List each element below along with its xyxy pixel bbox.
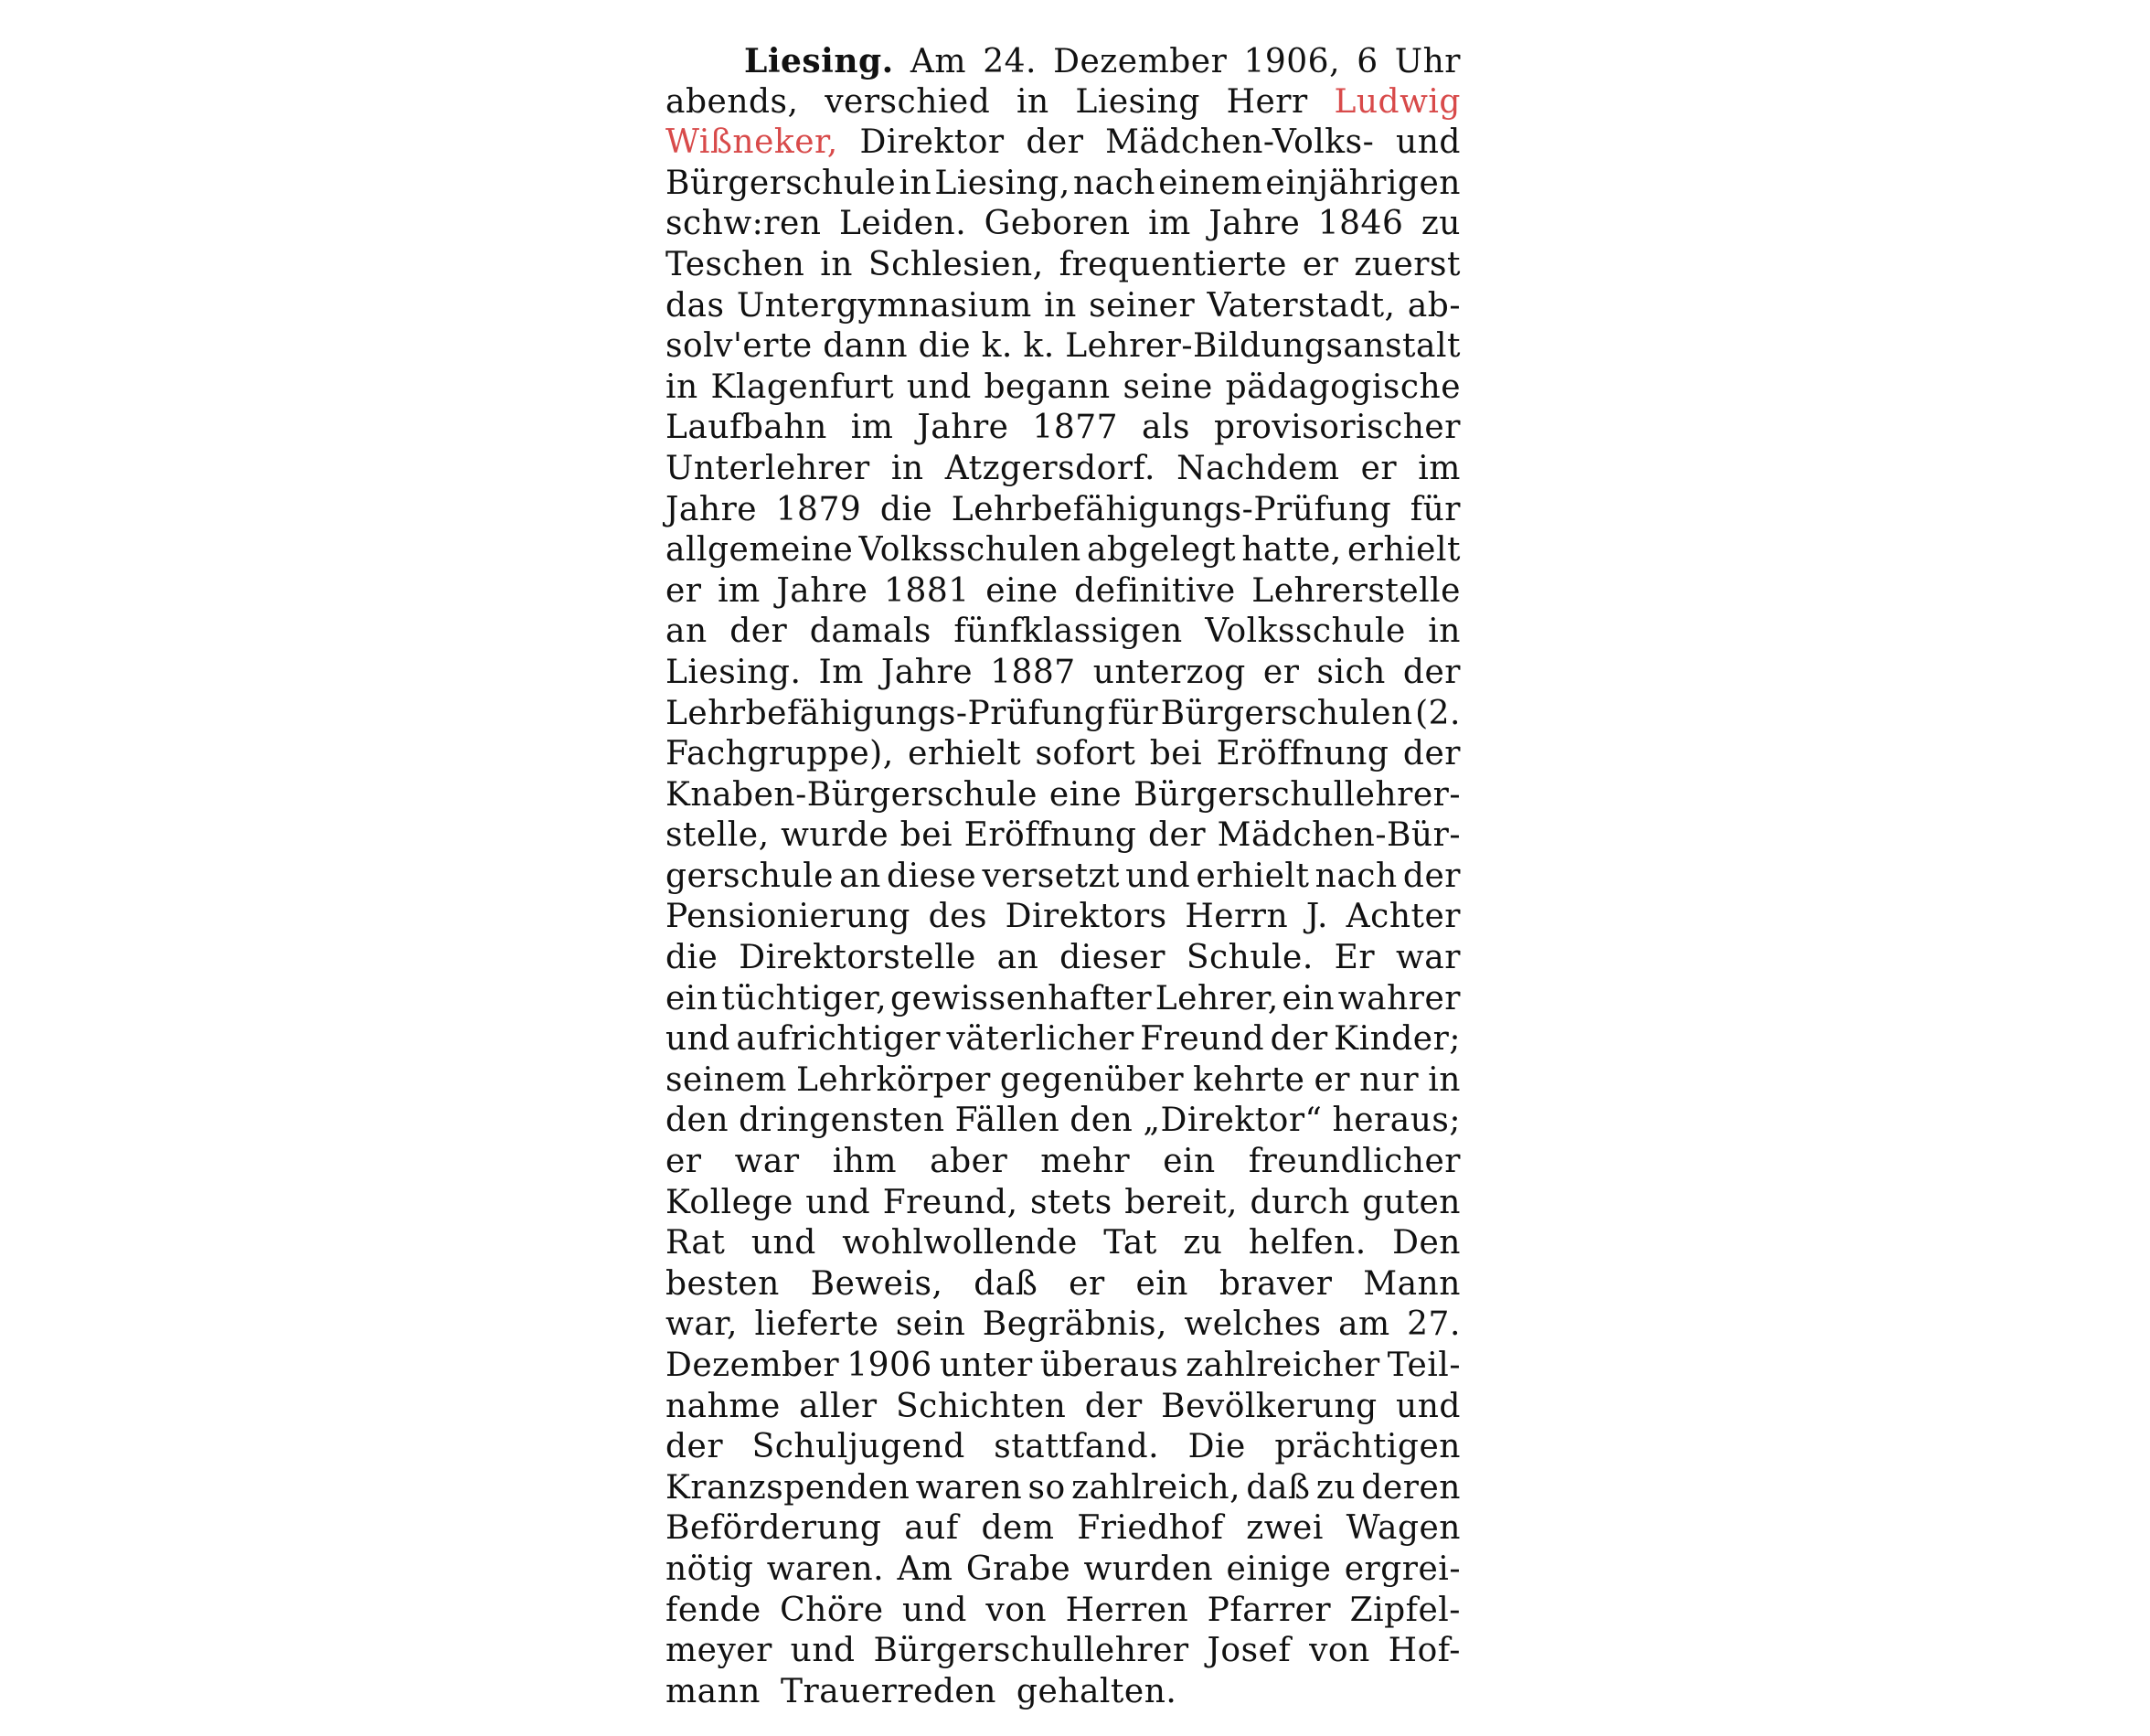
article-word: Beförderung bbox=[665, 1509, 882, 1548]
article-word: Klagenfurt bbox=[710, 367, 895, 406]
article-line bbox=[665, 1632, 1461, 1673]
article-line bbox=[665, 816, 1461, 857]
article-word: den bbox=[1070, 1102, 1134, 1140]
article-word: Mann bbox=[1363, 1264, 1461, 1303]
article-line bbox=[665, 1388, 1461, 1429]
article-word: stets bbox=[1030, 1183, 1112, 1221]
article-word: Untergymnasium bbox=[736, 286, 1032, 325]
article-word: nach bbox=[1072, 164, 1155, 202]
article-word: Lehrer, bbox=[1155, 979, 1279, 1017]
article-line bbox=[665, 327, 1461, 368]
article-word: seinem bbox=[665, 1060, 787, 1099]
article-word: freundlicher bbox=[1248, 1143, 1461, 1181]
article-word: in bbox=[665, 367, 698, 406]
article-word: im bbox=[1418, 449, 1461, 487]
article-word: Die bbox=[1187, 1428, 1246, 1466]
article-line bbox=[665, 123, 1461, 165]
article-word: an bbox=[665, 612, 708, 651]
article-word: Direktors bbox=[1005, 898, 1167, 936]
article-word: ein bbox=[1282, 979, 1336, 1017]
article-word: fende bbox=[665, 1591, 761, 1629]
article-word: kehrte bbox=[1193, 1060, 1305, 1099]
article-word: dem bbox=[981, 1509, 1055, 1548]
article-word: Laufbahn bbox=[665, 409, 827, 447]
article-word: Nachdem bbox=[1176, 449, 1340, 487]
article-line bbox=[665, 1020, 1461, 1061]
article-word: der bbox=[1270, 1020, 1328, 1059]
article-word: Jahre bbox=[665, 490, 758, 528]
article-word: Kollege bbox=[665, 1183, 793, 1221]
article-word: Er bbox=[1334, 939, 1376, 977]
article-word: für bbox=[1410, 490, 1461, 528]
article-word: Liesing, bbox=[934, 164, 1070, 202]
highlighted-name-word: Wißneker, bbox=[665, 123, 838, 162]
article-word: sein bbox=[895, 1305, 966, 1344]
article-word: Knaben-Bürgerschule bbox=[665, 775, 1038, 814]
article-word: allgemeine bbox=[665, 531, 854, 570]
article-word: hatte, bbox=[1241, 531, 1342, 570]
article-word: ab- bbox=[1407, 286, 1461, 325]
article-word: stattfand. bbox=[994, 1428, 1160, 1466]
article-word: der bbox=[1026, 123, 1084, 162]
article-word: erhielt bbox=[908, 735, 1022, 773]
article-word: die bbox=[918, 327, 972, 366]
article-word: unter bbox=[939, 1347, 1033, 1384]
article-word: Schuljugend bbox=[751, 1428, 965, 1466]
article-word: abgelegt bbox=[1086, 531, 1237, 570]
article-line bbox=[665, 1102, 1461, 1143]
article-word: fünfklassigen bbox=[953, 612, 1183, 651]
article-word: solv'erte bbox=[665, 327, 813, 366]
article-word: der bbox=[1084, 1387, 1143, 1425]
article-word: er bbox=[1069, 1264, 1105, 1303]
article-column bbox=[665, 42, 1461, 1713]
article-word: Schichten bbox=[896, 1387, 1067, 1425]
article-word: den bbox=[665, 1102, 729, 1140]
article-word: Zipfel- bbox=[1349, 1591, 1461, 1629]
article-line bbox=[665, 1428, 1461, 1469]
article-word: Eröffnung bbox=[963, 816, 1137, 855]
article-line bbox=[665, 491, 1461, 532]
article-word: wurden bbox=[1083, 1550, 1214, 1588]
article-word: einige bbox=[1226, 1550, 1332, 1588]
article-word: am bbox=[1338, 1305, 1390, 1344]
article-word: Rat bbox=[665, 1224, 726, 1262]
article-word: der bbox=[1402, 735, 1461, 773]
article-word: waren bbox=[915, 1468, 1023, 1507]
article-word: dieser bbox=[1059, 939, 1166, 977]
article-word: der bbox=[665, 1428, 724, 1466]
article-word: Fachgruppe), bbox=[665, 735, 894, 773]
article-word: Teil- bbox=[1387, 1347, 1461, 1384]
article-word: k. bbox=[1023, 327, 1055, 366]
article-word: einjährigen bbox=[1265, 164, 1461, 202]
article-word: dringensten bbox=[739, 1102, 945, 1140]
article-word: Dezember bbox=[665, 1347, 840, 1384]
article-word: aber bbox=[930, 1143, 1008, 1181]
article-word: verschied bbox=[825, 82, 991, 121]
article-word: diese bbox=[887, 857, 977, 895]
article-word: Unterlehrer bbox=[665, 449, 870, 487]
article-line bbox=[665, 1347, 1461, 1388]
article-word: der bbox=[729, 612, 788, 651]
article-word: gewissenhafter bbox=[889, 979, 1153, 1017]
article-word: 1881 bbox=[884, 571, 970, 610]
article-word: einem bbox=[1158, 164, 1263, 202]
article-word: Friedhof bbox=[1077, 1509, 1224, 1548]
article-word: prächtigen bbox=[1274, 1428, 1461, 1466]
article-word: erhielt bbox=[1196, 857, 1310, 895]
article-word: in bbox=[1428, 1060, 1461, 1099]
article-word: in bbox=[1016, 82, 1049, 121]
article-word: väterlicher bbox=[946, 1020, 1134, 1059]
article-word: war, bbox=[665, 1305, 738, 1344]
article-word: Lehrerstelle bbox=[1251, 571, 1461, 610]
article-word: provisorischer bbox=[1213, 409, 1461, 447]
article-line bbox=[665, 246, 1461, 287]
article-word: 1846 bbox=[1317, 205, 1404, 243]
article-word: Bevölkerung bbox=[1161, 1387, 1378, 1425]
article-line bbox=[665, 735, 1461, 776]
article-word: wahrer bbox=[1337, 979, 1461, 1017]
article-word: waren. bbox=[766, 1550, 885, 1588]
article-word: Trauerreden bbox=[780, 1672, 996, 1710]
article-word: er bbox=[665, 1143, 702, 1181]
article-word: versetzt bbox=[982, 857, 1120, 895]
article-word: nach bbox=[1314, 857, 1398, 895]
article-word: Leiden. bbox=[838, 205, 967, 243]
article-word: Den bbox=[1392, 1224, 1461, 1262]
article-word: Pfarrer bbox=[1207, 1591, 1332, 1629]
article-word: von bbox=[985, 1591, 1048, 1629]
article-word: Chöre bbox=[780, 1591, 884, 1629]
article-line bbox=[665, 695, 1461, 736]
article-word: er bbox=[1302, 245, 1339, 283]
article-word: Mädchen-Volks- bbox=[1105, 123, 1375, 162]
article-word: gerschule bbox=[665, 857, 834, 895]
article-word: Josef bbox=[1207, 1632, 1292, 1670]
article-word: Kinder; bbox=[1334, 1020, 1461, 1059]
article-word: braver bbox=[1219, 1264, 1333, 1303]
article-line bbox=[665, 939, 1461, 980]
article-word: Jahre bbox=[1208, 205, 1301, 243]
article-word: und bbox=[1125, 857, 1191, 895]
article-word: die bbox=[879, 490, 933, 528]
article-word: eine bbox=[985, 571, 1059, 610]
article-word: und bbox=[750, 1224, 816, 1262]
article-word: Liesing. bbox=[665, 653, 802, 691]
article-word: Vaterstadt, bbox=[1207, 286, 1396, 325]
article-word: tüchtiger, bbox=[721, 979, 888, 1017]
article-word: zu bbox=[1183, 1224, 1223, 1262]
article-word: Hof- bbox=[1388, 1632, 1461, 1670]
article-word: Lehrer-Bildungsanstalt bbox=[1065, 327, 1461, 366]
article-word: so bbox=[1027, 1468, 1066, 1507]
highlighted-name-word: Ludwig bbox=[1334, 82, 1461, 121]
article-word: Fällen bbox=[954, 1102, 1060, 1140]
article-word: 27. bbox=[1407, 1305, 1461, 1344]
article-line bbox=[665, 1265, 1461, 1306]
article-word: die bbox=[665, 939, 718, 977]
article-word: Am bbox=[910, 43, 967, 80]
article-word: bei bbox=[899, 816, 953, 855]
article-line bbox=[665, 1305, 1461, 1347]
article-word: 1887 bbox=[990, 653, 1076, 691]
article-word: Liesing bbox=[1075, 82, 1200, 121]
article-line bbox=[665, 1143, 1461, 1184]
article-line bbox=[665, 1469, 1461, 1510]
article-word: schw:ren bbox=[665, 205, 822, 243]
article-word: helfen. bbox=[1248, 1224, 1367, 1262]
article-word: war bbox=[1395, 939, 1461, 977]
article-word: Jahre bbox=[776, 571, 868, 610]
article-line bbox=[665, 857, 1461, 899]
article-word: Atzgersdorf. bbox=[944, 449, 1155, 487]
article-word: Schule. bbox=[1186, 939, 1314, 977]
article-word: Lehrbefähigungs-Prüfung bbox=[665, 694, 1106, 732]
article-line bbox=[665, 368, 1461, 410]
article-word: Bürgerschullehrer- bbox=[1134, 775, 1461, 814]
article-word: heraus; bbox=[1332, 1102, 1461, 1140]
article-word: und bbox=[665, 1020, 730, 1059]
article-word: eine bbox=[1048, 775, 1123, 814]
article-word: Tat bbox=[1103, 1224, 1157, 1262]
article-word: definitive bbox=[1074, 571, 1236, 610]
article-word: Schlesien, bbox=[867, 245, 1044, 283]
article-word: J. bbox=[1305, 898, 1328, 936]
article-word: „Direktor“ bbox=[1143, 1102, 1323, 1140]
article-word: zuerst bbox=[1354, 245, 1461, 283]
article-word: und bbox=[790, 1632, 856, 1670]
article-word: Volksschulen bbox=[858, 531, 1081, 570]
article-word: Kranzspenden bbox=[665, 1468, 910, 1507]
article-word: frequentierte bbox=[1059, 245, 1287, 283]
article-word: als bbox=[1142, 409, 1190, 447]
article-line bbox=[665, 1224, 1461, 1265]
article-word: er bbox=[1262, 653, 1300, 691]
article-word: 1906 bbox=[846, 1347, 932, 1384]
article-word: der bbox=[1402, 653, 1461, 691]
article-word: mann bbox=[665, 1672, 761, 1710]
article-word: für bbox=[1107, 694, 1159, 732]
article-word: Lehrkörper bbox=[795, 1060, 991, 1099]
article-word: Bürgerschullehrer bbox=[873, 1632, 1189, 1670]
article-line bbox=[665, 287, 1461, 328]
article-word: 1879 bbox=[775, 490, 862, 528]
article-word: deren bbox=[1361, 1468, 1461, 1507]
article-word: gehalten. bbox=[1016, 1672, 1177, 1710]
article-word: im bbox=[718, 571, 761, 610]
article-word: Mädchen-Bür- bbox=[1217, 816, 1461, 855]
article-word: Dezember bbox=[1053, 43, 1228, 80]
article-word: war bbox=[734, 1143, 800, 1181]
article-word: 1906, bbox=[1243, 43, 1341, 80]
article-word: in bbox=[890, 449, 924, 487]
article-line bbox=[665, 654, 1461, 695]
article-word: nur bbox=[1359, 1060, 1420, 1099]
article-word: an bbox=[996, 939, 1039, 977]
article-line bbox=[665, 776, 1461, 817]
article-word: und bbox=[902, 1591, 967, 1629]
article-word: wurde bbox=[781, 816, 889, 855]
article-word: Beweis, bbox=[810, 1264, 943, 1303]
article-word: in bbox=[820, 245, 853, 283]
article-word: Begräbnis, bbox=[982, 1305, 1167, 1344]
article-word: das bbox=[665, 286, 725, 325]
article-word: 1877 bbox=[1032, 409, 1119, 447]
article-line bbox=[665, 1061, 1461, 1102]
article-word: Herrn bbox=[1185, 898, 1289, 936]
article-word: zahlreicher bbox=[1186, 1347, 1380, 1384]
article-word: zahlreich, bbox=[1071, 1468, 1241, 1507]
article-line bbox=[665, 898, 1461, 939]
article-word: er bbox=[1360, 449, 1398, 487]
article-line bbox=[665, 450, 1461, 491]
article-line bbox=[665, 1592, 1461, 1633]
article-line bbox=[665, 572, 1461, 613]
article-word: Direktor bbox=[859, 123, 1005, 162]
article-word: Freund bbox=[1140, 1020, 1265, 1059]
article-word: stelle, bbox=[665, 816, 770, 855]
article-word: an bbox=[839, 857, 881, 895]
article-line bbox=[665, 409, 1461, 450]
article-word: wohlwollende bbox=[842, 1224, 1078, 1262]
article-line bbox=[665, 42, 1461, 83]
article-word: ein bbox=[1135, 1264, 1188, 1303]
article-word: er bbox=[665, 571, 702, 610]
article-word: meyer bbox=[665, 1632, 772, 1670]
article-word: besten bbox=[665, 1264, 780, 1303]
article-word: nahme bbox=[665, 1387, 781, 1425]
article-word: k. bbox=[981, 327, 1013, 366]
article-word: begann bbox=[984, 367, 1111, 406]
article-word: von bbox=[1309, 1632, 1370, 1670]
article-word: 24. bbox=[983, 43, 1037, 80]
article-word: der bbox=[1148, 816, 1207, 855]
article-word: damals bbox=[809, 612, 931, 651]
article-word: auf bbox=[904, 1509, 959, 1548]
article-line bbox=[665, 612, 1461, 654]
article-word: und bbox=[906, 367, 972, 406]
article-word: pädagogische bbox=[1225, 367, 1461, 406]
article-word: erhielt bbox=[1346, 531, 1461, 570]
article-word: nötig bbox=[665, 1550, 754, 1588]
article-word: abends, bbox=[665, 82, 799, 121]
article-word: sich bbox=[1316, 653, 1386, 691]
article-word: und bbox=[1396, 1387, 1461, 1425]
article-word: Volksschule bbox=[1205, 612, 1406, 651]
article-word: in bbox=[899, 164, 932, 202]
article-word: zu bbox=[1421, 205, 1461, 243]
article-word: gegenüber bbox=[999, 1060, 1185, 1099]
article-word: Lehrbefähigungs-Prüfung bbox=[951, 490, 1392, 528]
article-word: aller bbox=[799, 1387, 878, 1425]
article-word: Herr bbox=[1226, 82, 1308, 121]
article-line bbox=[665, 531, 1461, 572]
article-word: Im bbox=[818, 653, 864, 691]
article-word: dann bbox=[823, 327, 909, 366]
article-word: der bbox=[1402, 857, 1461, 895]
article-word: Wagen bbox=[1346, 1509, 1461, 1548]
article-word: bei bbox=[1149, 735, 1203, 773]
article-word: Freund, bbox=[882, 1183, 1018, 1221]
article-line bbox=[665, 83, 1461, 124]
article-word: und bbox=[805, 1183, 871, 1221]
article-word: Am bbox=[897, 1550, 953, 1588]
article-word: sofort bbox=[1035, 735, 1136, 773]
article-word: Geboren bbox=[984, 205, 1131, 243]
article-line bbox=[665, 1509, 1461, 1550]
article-line bbox=[665, 165, 1461, 206]
article-word: Uhr bbox=[1394, 43, 1461, 80]
article-word: Herren bbox=[1065, 1591, 1189, 1629]
article-word: seiner bbox=[1089, 286, 1196, 325]
article-word: Grabe bbox=[965, 1550, 1071, 1588]
article-word: 6 bbox=[1357, 43, 1378, 80]
article-word: zwei bbox=[1246, 1509, 1324, 1548]
article-word: (2. bbox=[1415, 694, 1461, 732]
article-word: Jahre bbox=[880, 653, 973, 691]
article-line bbox=[665, 205, 1461, 246]
article-word: des bbox=[928, 898, 987, 936]
article-word: guten bbox=[1362, 1183, 1461, 1221]
article-line bbox=[665, 1184, 1461, 1225]
article-word: in bbox=[1044, 286, 1077, 325]
place-heading-word: Liesing. bbox=[744, 42, 894, 80]
article-word: Achter bbox=[1346, 898, 1461, 936]
article-word: Jahre bbox=[917, 409, 1009, 447]
article-word: Eröffnung bbox=[1216, 735, 1389, 773]
article-word: ein bbox=[665, 979, 718, 1017]
article-word: in bbox=[1428, 612, 1461, 651]
article-word: mehr bbox=[1040, 1143, 1131, 1181]
article-word: Direktorstelle bbox=[739, 939, 976, 977]
article-word: im bbox=[850, 409, 894, 447]
article-word: unterzog bbox=[1092, 653, 1246, 691]
article-word: ein bbox=[1163, 1143, 1216, 1181]
article-word: ihm bbox=[832, 1143, 898, 1181]
article-word: daß bbox=[1246, 1468, 1311, 1507]
article-word: er bbox=[1314, 1060, 1350, 1099]
article-word: welches bbox=[1184, 1305, 1322, 1344]
article-line bbox=[665, 1550, 1461, 1592]
article-line bbox=[665, 980, 1461, 1021]
article-word: und bbox=[1396, 123, 1461, 162]
article-word: lieferte bbox=[754, 1305, 879, 1344]
article-word: überaus bbox=[1039, 1347, 1179, 1384]
article-word: im bbox=[1148, 205, 1191, 243]
article-word: durch bbox=[1250, 1183, 1350, 1221]
article-word: Bürgerschule bbox=[665, 164, 897, 202]
article-word: Bürgerschulen bbox=[1160, 694, 1413, 732]
article-word: Pensionierung bbox=[665, 898, 910, 936]
article-word: bereit, bbox=[1124, 1183, 1238, 1221]
article-word: aufrichtiger bbox=[736, 1020, 942, 1059]
article-word: seine bbox=[1123, 367, 1213, 406]
article-word: zu bbox=[1315, 1468, 1357, 1507]
article-word: daß bbox=[974, 1264, 1038, 1303]
article-word: ergrei- bbox=[1344, 1550, 1461, 1588]
article-word: Teschen bbox=[665, 245, 805, 283]
article-line bbox=[665, 1673, 1461, 1714]
